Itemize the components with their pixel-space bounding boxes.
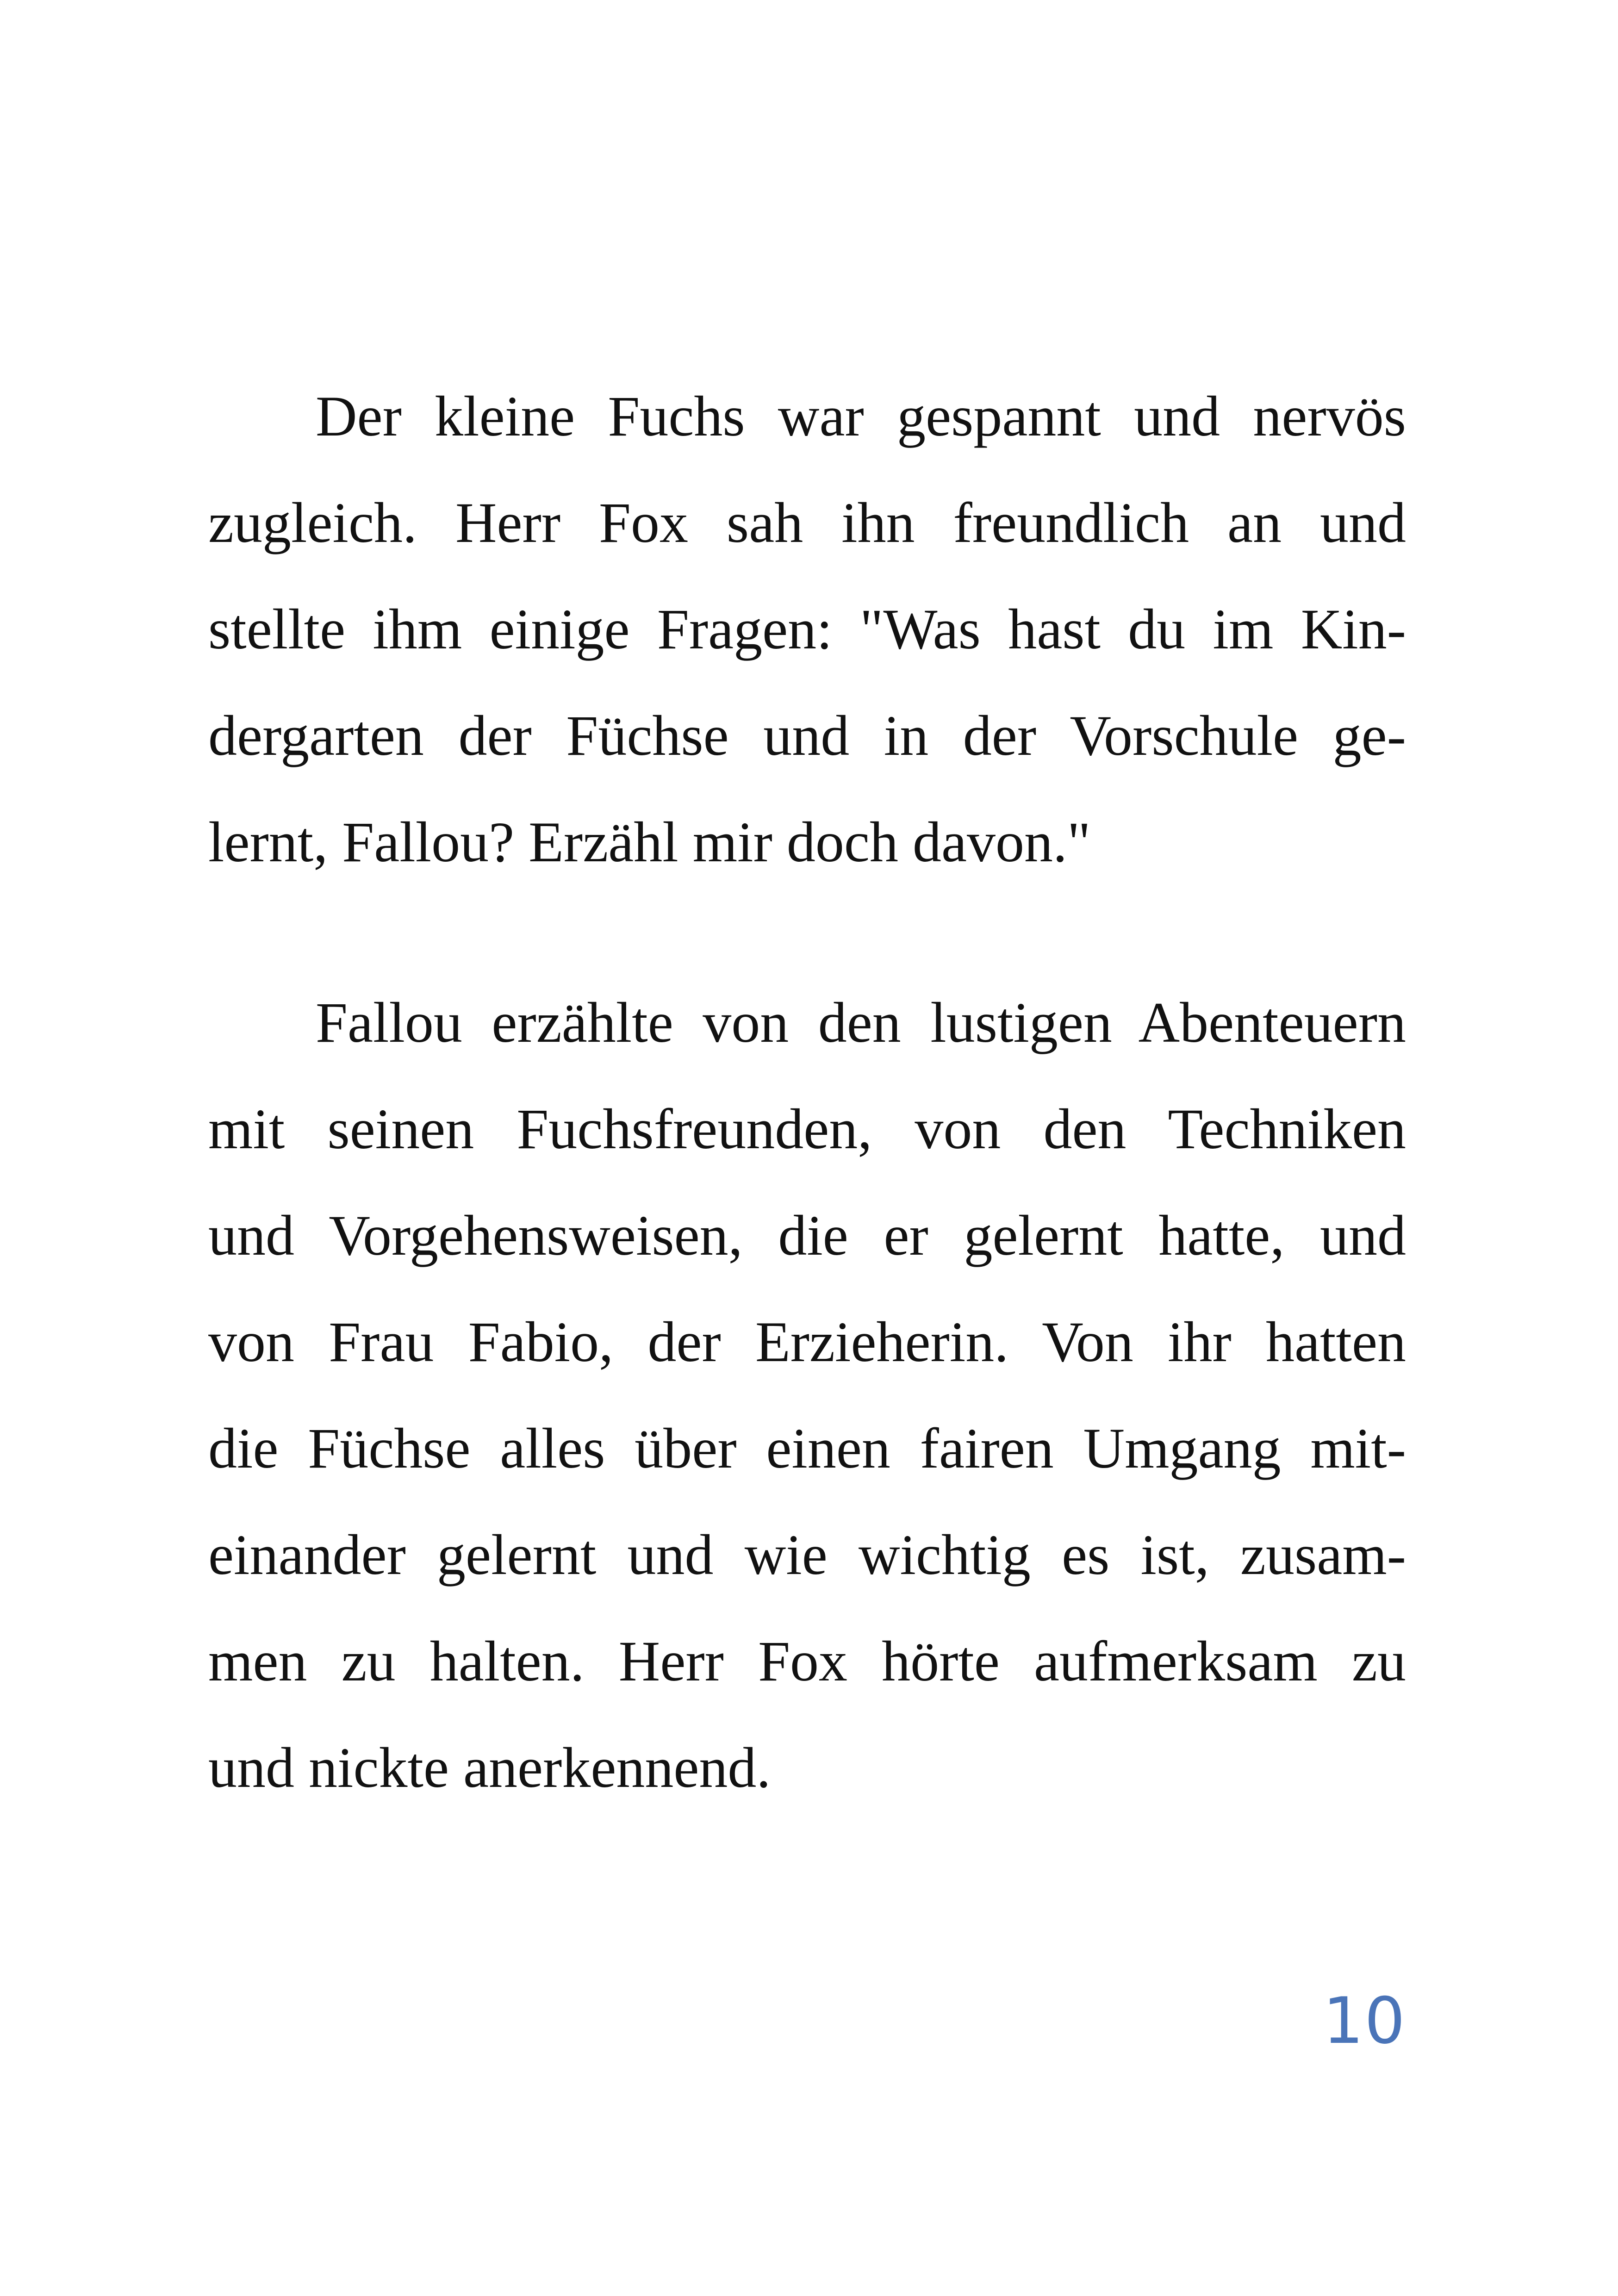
paragraph-line: von Frau Fabio, der Erzieherin. Von ihr hatten	[208, 1310, 1406, 1374]
paragraph-line: Fallou erzählte von den lustigen Abenteuern	[316, 991, 1406, 1054]
paragraph-line: die Füchse alles über einen fairen Umgang mit-	[208, 1417, 1406, 1480]
paragraph-line: einander gelernt und wie wichtig es ist, zusam-	[208, 1523, 1406, 1587]
paragraph-line: und Vorgehensweisen, die er gelernt hatte, und	[208, 1204, 1406, 1267]
paragraph-1	[208, 363, 1406, 896]
paragraph-line: mit seinen Fuchsfreunden, von den Techniken	[208, 1097, 1406, 1161]
paragraph-line: men zu halten. Herr Fox hörte aufmerksam zu	[208, 1630, 1406, 1693]
paragraph-2	[208, 970, 1406, 1821]
paragraph-line: lernt, Fallou? Erzähl mir doch davon."	[208, 810, 1091, 874]
paragraph-line: Der kleine Fuchs war gespannt und nervös	[316, 385, 1406, 448]
paragraph-line: zugleich. Herr Fox sah ihn freundlich an und	[208, 491, 1406, 554]
paragraph-line: stellte ihm einige Fragen: "Was hast du im Kin-	[208, 597, 1406, 661]
page-number: 10	[1323, 1984, 1406, 2058]
paragraph-line: und nickte anerkennend.	[208, 1736, 771, 1799]
paragraph-line: dergarten der Füchse und in der Vorschule ge-	[208, 704, 1406, 767]
